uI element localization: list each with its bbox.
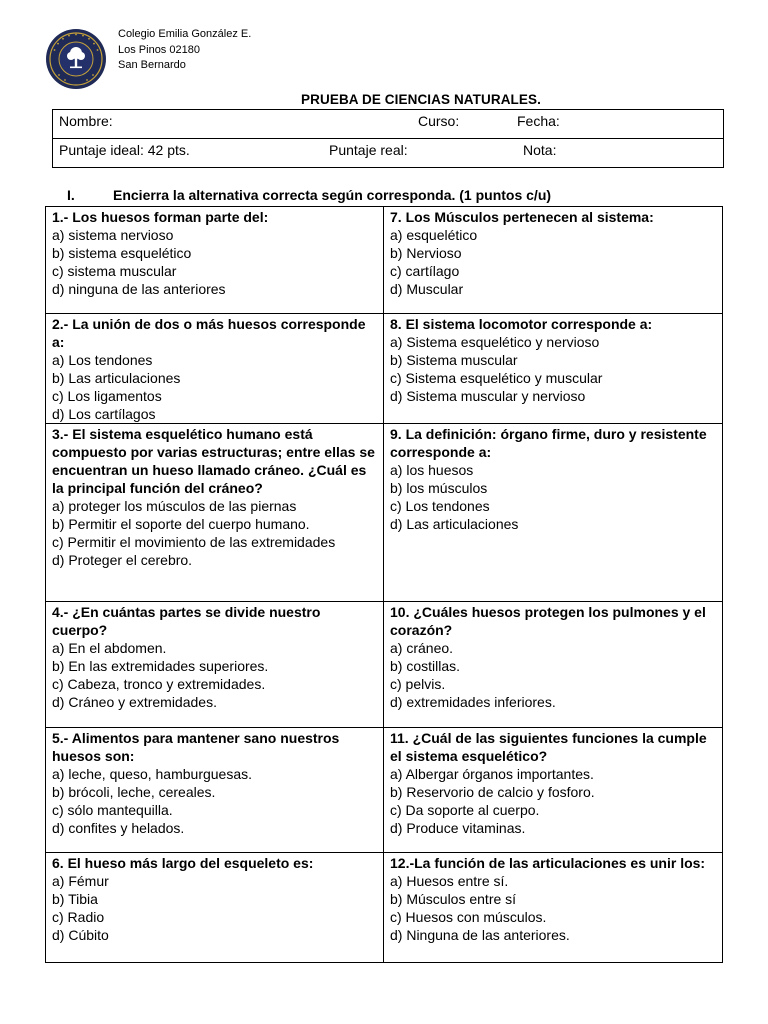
question-cell — [46, 424, 384, 602]
question-cell — [384, 853, 723, 963]
answer-option[interactable]: d) extremidades inferiores. — [390, 694, 556, 710]
question-text: 7. Los Músculos pertenecen al sistema: — [390, 209, 654, 225]
info-row-2 — [53, 138, 723, 167]
fecha-field[interactable]: Fecha: — [517, 113, 560, 129]
answer-option[interactable]: a) esquelético — [390, 227, 478, 243]
answer-option[interactable]: c) cartílago — [390, 263, 460, 279]
school-name: Colegio Emilia González E. — [118, 28, 252, 40]
answer-option[interactable]: a) proteger los músculos de las piernas — [52, 498, 297, 514]
answer-option[interactable]: d) Muscular — [390, 281, 464, 297]
answer-option[interactable]: b) Nervioso — [390, 245, 462, 261]
puntaje-ideal: Puntaje ideal: 42 pts. — [59, 142, 190, 158]
question-text: 6. El hueso más largo del esqueleto es: — [52, 855, 314, 871]
answer-option[interactable]: d) Ninguna de las anteriores. — [390, 927, 570, 943]
section-heading — [67, 187, 551, 203]
question-text: 12.-La función de las articulaciones es unir los: — [390, 855, 706, 871]
answer-option[interactable]: b) Sistema muscular — [390, 352, 518, 368]
school-logo — [45, 28, 107, 90]
answer-option[interactable]: a) Sistema esquelético y nervioso — [390, 334, 600, 350]
answer-option[interactable]: c) pelvis. — [390, 676, 446, 692]
section-number: I. — [67, 187, 75, 203]
answer-option[interactable]: b) Músculos entre sí — [390, 891, 517, 907]
answer-option[interactable]: b) sistema esquelético — [52, 245, 192, 261]
school-city: San Bernardo — [118, 59, 186, 71]
question-cell — [384, 424, 723, 602]
answer-option[interactable]: a) En el abdomen. — [52, 640, 167, 656]
answer-option[interactable]: d) ninguna de las anteriores — [52, 281, 226, 297]
question-cell — [46, 314, 384, 424]
question-cell — [384, 314, 723, 424]
answer-option[interactable]: b) Reservorio de calcio y fosforo. — [390, 784, 595, 800]
answer-option[interactable]: d) Cúbito — [52, 927, 109, 943]
answer-option[interactable]: a) Albergar órganos importantes. — [390, 766, 594, 782]
answer-option[interactable]: c) Da soporte al cuerpo. — [390, 802, 540, 818]
answer-option[interactable]: b) costillas. — [390, 658, 461, 674]
student-info-box — [52, 109, 724, 168]
question-cell — [384, 728, 723, 853]
answer-option[interactable]: a) sistema nervioso — [52, 227, 174, 243]
nombre-field[interactable]: Nombre: — [59, 113, 113, 129]
question-text: 11. ¿Cuál de las siguientes funciones la cumple el sistema esquelético? — [390, 730, 707, 764]
school-header — [118, 27, 251, 74]
answer-option[interactable]: c) Huesos con músculos. — [390, 909, 547, 925]
answer-option[interactable]: d) Las articulaciones — [390, 516, 519, 532]
question-text: 1.- Los huesos forman parte del: — [52, 209, 269, 225]
question-text: 3.- El sistema esquelético humano está compuesto por varias estructuras; entre ellas se encuentran un hueso llamado cráneo. ¿Cuál es la principal función del cráneo? — [52, 426, 375, 496]
question-text: 10. ¿Cuáles huesos protegen los pulmones y el corazón? — [390, 604, 706, 638]
info-row-1 — [53, 110, 723, 138]
answer-option[interactable]: b) Las articulaciones — [52, 370, 181, 386]
answer-option[interactable]: c) Permitir el movimiento de las extremidades — [52, 534, 336, 550]
answer-option[interactable]: b) brócoli, leche, cereales. — [52, 784, 216, 800]
answer-option[interactable]: b) En las extremidades superiores. — [52, 658, 269, 674]
answer-option[interactable]: a) leche, queso, hamburguesas. — [52, 766, 253, 782]
answer-option[interactable]: d) Produce vitaminas. — [390, 820, 526, 836]
school-address: Los Pinos 02180 — [118, 43, 200, 56]
answer-option[interactable]: a) los huesos — [390, 462, 474, 478]
answer-option[interactable]: c) Los ligamentos — [52, 388, 162, 404]
question-cell — [46, 728, 384, 853]
answer-option[interactable]: d) Sistema muscular y nervioso — [390, 388, 586, 404]
page-title: PRUEBA DE CIENCIAS NATURALES. — [301, 92, 541, 107]
questions-table — [45, 206, 723, 963]
question-text: 8. El sistema locomotor corresponde a: — [390, 316, 653, 332]
answer-option[interactable]: d) Los cartílagos — [52, 406, 156, 422]
question-text: 4.- ¿En cuántas partes se divide nuestro cuerpo? — [52, 604, 321, 638]
question-cell — [46, 602, 384, 728]
answer-option[interactable]: b) Tibia — [52, 891, 98, 907]
question-cell — [384, 602, 723, 728]
nota-field[interactable]: Nota: — [523, 142, 557, 158]
answer-option[interactable]: a) cráneo. — [390, 640, 454, 656]
answer-option[interactable]: c) Sistema esquelético y muscular — [390, 370, 603, 386]
answer-option[interactable]: b) los músculos — [390, 480, 488, 496]
puntaje-real-field[interactable]: Puntaje real: — [329, 142, 408, 158]
answer-option[interactable]: d) Proteger el cerebro. — [52, 552, 193, 568]
answer-option[interactable]: a) Huesos entre sí. — [390, 873, 509, 889]
question-cell — [46, 853, 384, 963]
question-text: 5.- Alimentos para mantener sano nuestros huesos son: — [52, 730, 340, 764]
question-cell — [46, 207, 384, 314]
answer-option[interactable]: c) Cabeza, tronco y extremidades. — [52, 676, 266, 692]
answer-option[interactable]: c) Los tendones — [390, 498, 490, 514]
answer-option[interactable]: a) Los tendones — [52, 352, 153, 368]
question-cell — [384, 207, 723, 314]
answer-option[interactable]: c) Radio — [52, 909, 105, 925]
question-text: 2.- La unión de dos o más huesos corresponde a: — [52, 316, 366, 350]
answer-option[interactable]: b) Permitir el soporte del cuerpo humano. — [52, 516, 310, 532]
answer-option[interactable]: c) sistema muscular — [52, 263, 177, 279]
section-instruction: Encierra la alternativa correcta según corresponda. (1 puntos c/u) — [113, 187, 552, 203]
answer-option[interactable]: c) sólo mantequilla. — [52, 802, 173, 818]
answer-option[interactable]: d) Cráneo y extremidades. — [52, 694, 217, 710]
answer-option[interactable]: a) Fémur — [52, 873, 109, 889]
answer-option[interactable]: d) confites y helados. — [52, 820, 185, 836]
question-text: 9. La definición: órgano firme, duro y resistente corresponde a: — [390, 426, 707, 460]
curso-field[interactable]: Curso: — [418, 113, 460, 129]
